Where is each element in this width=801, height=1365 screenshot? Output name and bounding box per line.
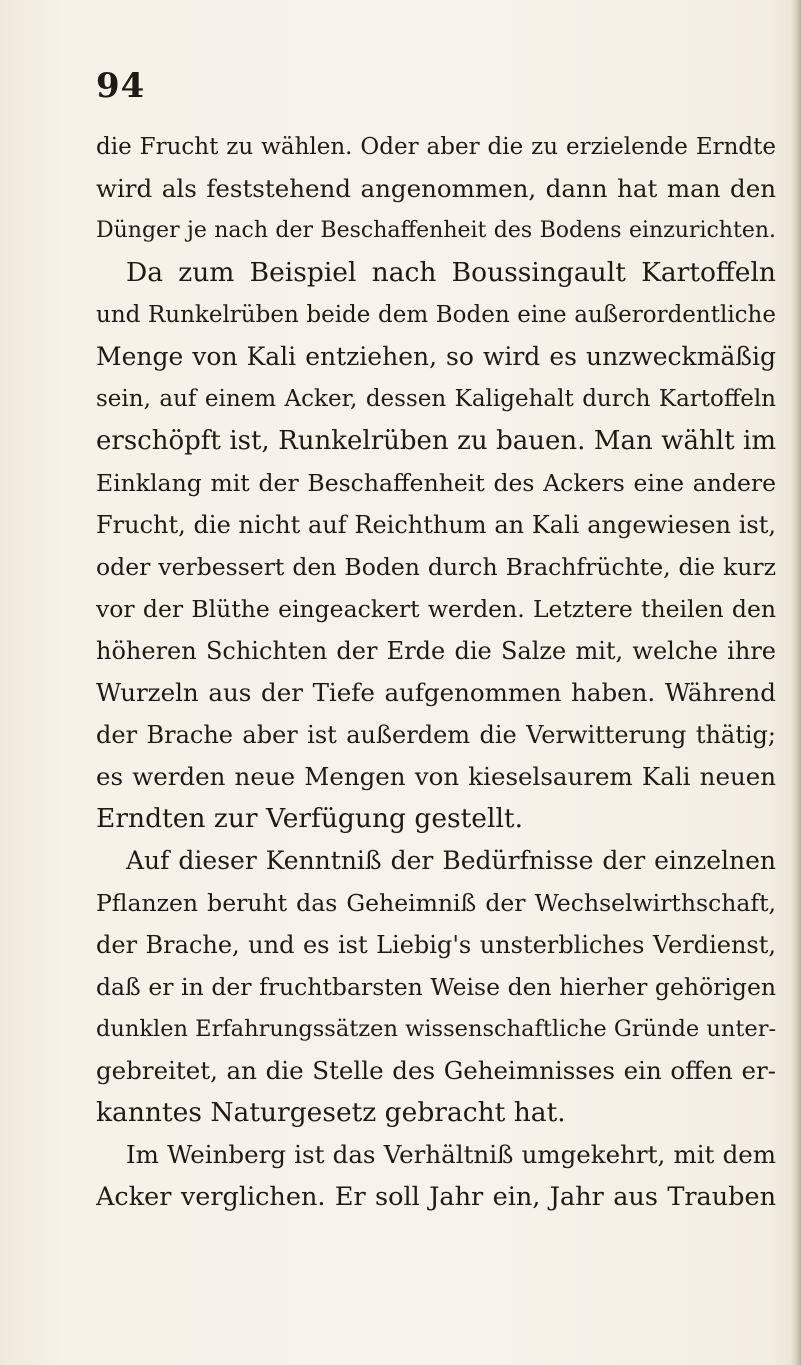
text-line: Auf dieser Kenntniß der Bedürfnisse der einzelnen xyxy=(126,846,776,875)
text-line: gebreitet, an die Stelle des Geheimnisses ein offen er- xyxy=(96,1056,776,1085)
text-line: Da zum Beispiel nach Boussingault Kartoffeln xyxy=(126,257,776,288)
text-line: es werden neue Mengen von kieselsaurem Kali neuen xyxy=(96,762,776,791)
text-line: kanntes Naturgesetz gebracht hat. xyxy=(96,1097,566,1128)
text-line: der Brache aber ist außerdem die Verwitterung thätig; xyxy=(96,721,776,749)
text-line: Wurzeln aus der Tiefe aufgenommen haben. Während xyxy=(96,678,776,707)
text-line: wird als feststehend angenommen, dann hat man den xyxy=(96,174,776,203)
text-line: Dünger je nach der Beschaffenheit des Bodens einzurichten. xyxy=(96,218,776,243)
text-line: sein, auf einem Acker, dessen Kaligehalt durch Kartoffeln xyxy=(96,386,776,412)
page-edge-shadow xyxy=(791,0,801,1365)
text-line: oder verbessert den Boden durch Brachfrüchte, die kurz xyxy=(96,553,776,581)
body-text xyxy=(96,126,776,1218)
text-line: höheren Schichten der Erde die Salze mit, welche ihre xyxy=(96,637,776,665)
text-line: Erndten zur Verfügung gestellt. xyxy=(96,803,524,834)
text-line: Im Weinberg ist das Verhältniß umgekehrt, mit dem xyxy=(126,1140,776,1169)
text-line: Acker verglichen. Er soll Jahr ein, Jahr aus Trauben xyxy=(96,1182,776,1212)
text-line: Pflanzen beruht das Geheimniß der Wechselwirthschaft, xyxy=(96,889,776,917)
page-number: 94 xyxy=(96,66,146,106)
text-line: und Runkelrüben beide dem Boden eine außerordentliche xyxy=(96,302,776,328)
text-line: die Frucht zu wählen. Oder aber die zu erzielende Erndte xyxy=(96,134,776,160)
text-line: Einklang mit der Beschaffenheit des Ackers eine andere xyxy=(96,469,776,497)
text-line: dunklen Erfahrungssätzen wissenschaftliche Gründe unter- xyxy=(96,1016,776,1042)
text-line: vor der Blüthe eingeackert werden. Letztere theilen den xyxy=(96,595,776,623)
text-line: Menge von Kali entziehen, so wird es unzweckmäßig xyxy=(96,342,776,371)
text-line: daß er in der fruchtbarsten Weise den hierher gehörigen xyxy=(96,973,776,1001)
text-line: Frucht, die nicht auf Reichthum an Kali angewiesen ist, xyxy=(96,511,776,539)
text-line: der Brache, und es ist Liebig's unsterbliches Verdienst, xyxy=(96,931,776,959)
text-line: erschöpft ist, Runkelrüben zu bauen. Man wählt im xyxy=(96,426,776,456)
